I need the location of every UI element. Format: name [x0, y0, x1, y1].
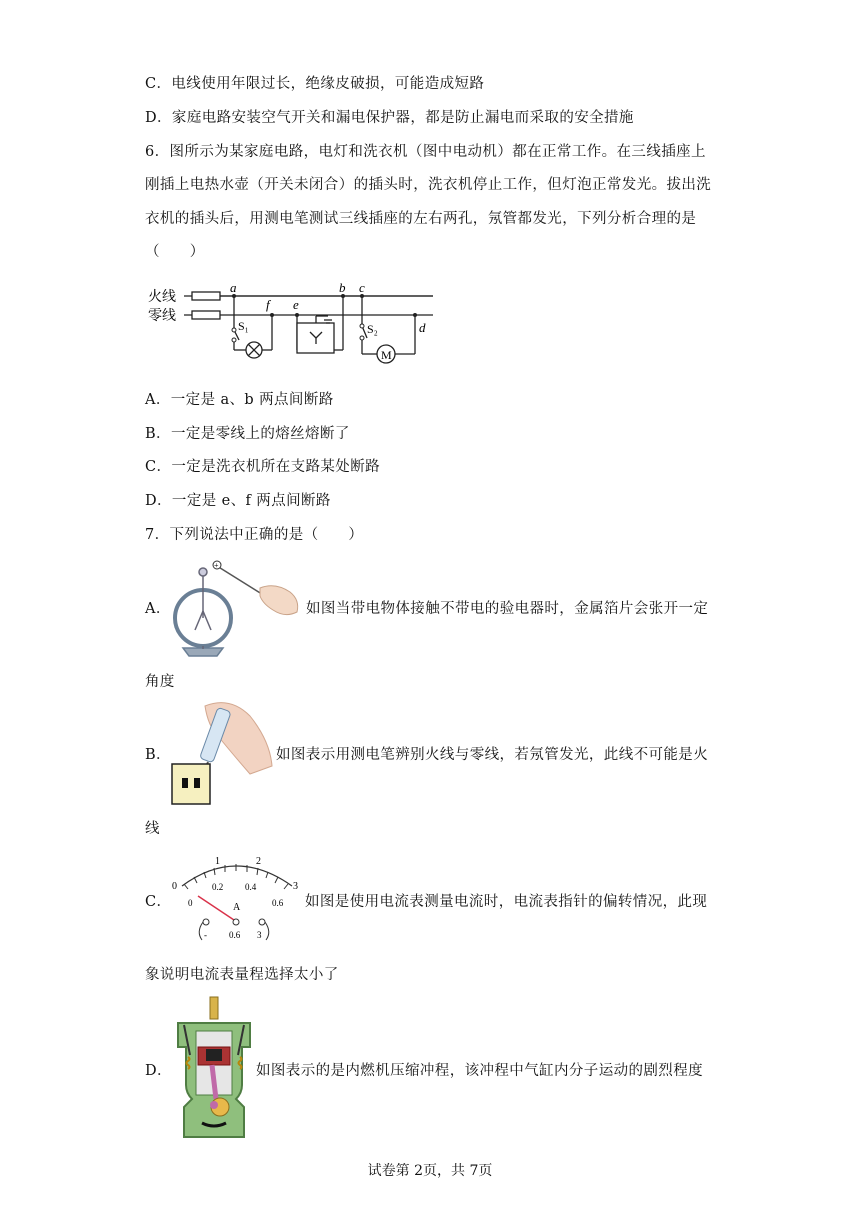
q7-option-a-text: 如图当带电物体接触不带电的验电器时，金属箔片会张开一定 — [306, 601, 709, 617]
point-a-label: a — [230, 280, 237, 295]
q7-option-c-text: 如图是使用电流表测量电流时，电流表指针的偏转情况，此现 — [305, 894, 708, 910]
switch-s2-label: S₂ — [367, 322, 378, 336]
point-d-label: d — [419, 320, 426, 335]
q6-stem-line1: 6．图所示为某家庭电路，电灯和洗衣机（图中电动机）都在正常工作。在三线插座上 — [145, 144, 706, 160]
point-f-label: f — [266, 297, 270, 312]
q7-option-b-letter: B． — [145, 747, 171, 763]
ammeter-upper-3: 3 — [293, 881, 298, 892]
ammeter-terminal-06: 0.6 — [229, 930, 241, 940]
motor-label: M — [381, 348, 392, 362]
q7-option-c-continuation: 象说明电流表量程选择太小了 — [145, 967, 339, 983]
q7-option-b-text: 如图表示用测电笔辨别火线与零线，若氖管发光，此线不可能是火 — [276, 747, 709, 763]
q7-option-d-text: 如图表示的是内燃机压缩冲程，该冲程中气缸内分子运动的剧烈程度 — [256, 1063, 703, 1079]
q6-option-b: B．一定是零线上的熔丝熔断了 — [145, 426, 350, 442]
point-c-label: c — [359, 280, 365, 295]
point-e-label: e — [293, 297, 299, 312]
ammeter-terminal-3: 3 — [257, 930, 262, 940]
q7-option-d-letter: D． — [145, 1063, 172, 1079]
switch-s1-label: S₁ — [238, 319, 249, 333]
q7-option-a-continuation: 角度 — [145, 674, 175, 690]
ammeter-lower-0: 0 — [188, 898, 193, 908]
q6-stem-line4: （ ） — [145, 244, 205, 260]
ammeter-lower-2: 0.4 — [245, 882, 257, 892]
live-wire-label: 火线 — [148, 290, 176, 305]
electroscope-illustration — [165, 556, 305, 661]
test-pen-illustration — [170, 696, 275, 808]
q7-option-b-continuation: 线 — [145, 821, 160, 837]
engine-compression-stroke-illustration — [170, 995, 260, 1143]
ammeter-upper-0: 0 — [172, 881, 177, 892]
q7-option-a-letter: A． — [145, 601, 171, 617]
ammeter-terminal-neg: - — [204, 930, 207, 940]
ammeter-unit: A — [233, 902, 241, 913]
q6-stem-line2: 刚插上电热水壶（开关未闭合）的插头时，洗衣机停止工作，但灯泡正常发光。拔出洗 — [145, 177, 712, 193]
ammeter-lower-3: 0.6 — [272, 898, 284, 908]
ammeter-upper-2: 2 — [256, 856, 261, 867]
q5-option-c: C．电线使用年限过长，绝缘皮破损，可能造成短路 — [145, 76, 485, 92]
q5-option-d: D．家庭电路安装空气开关和漏电保护器，都是防止漏电而采取的安全措施 — [145, 110, 634, 126]
q6-option-a: A．一定是 a、b 两点间断路 — [145, 392, 334, 408]
household-circuit-diagram — [140, 280, 450, 375]
q6-stem-line3: 衣机的插头后，用测电笔测试三线插座的左右两孔，氖管都发光，下列分析合理的是 — [145, 211, 697, 227]
q7-option-c-letter: C． — [145, 894, 172, 910]
neutral-wire-label: 零线 — [148, 309, 176, 324]
ammeter-lower-1: 0.2 — [212, 882, 224, 892]
point-b-label: b — [339, 280, 346, 295]
ammeter-upper-1: 1 — [215, 856, 220, 867]
svg-text:+: + — [214, 561, 219, 570]
page-footer: 试卷第 2页，共 7页 — [367, 1163, 493, 1179]
q6-option-c: C．一定是洗衣机所在支路某处断路 — [145, 459, 380, 475]
ammeter-illustration — [170, 852, 305, 944]
q6-option-d: D．一定是 e、f 两点间断路 — [145, 493, 331, 509]
q7-stem: 7．下列说法中正确的是（ ） — [145, 527, 364, 543]
